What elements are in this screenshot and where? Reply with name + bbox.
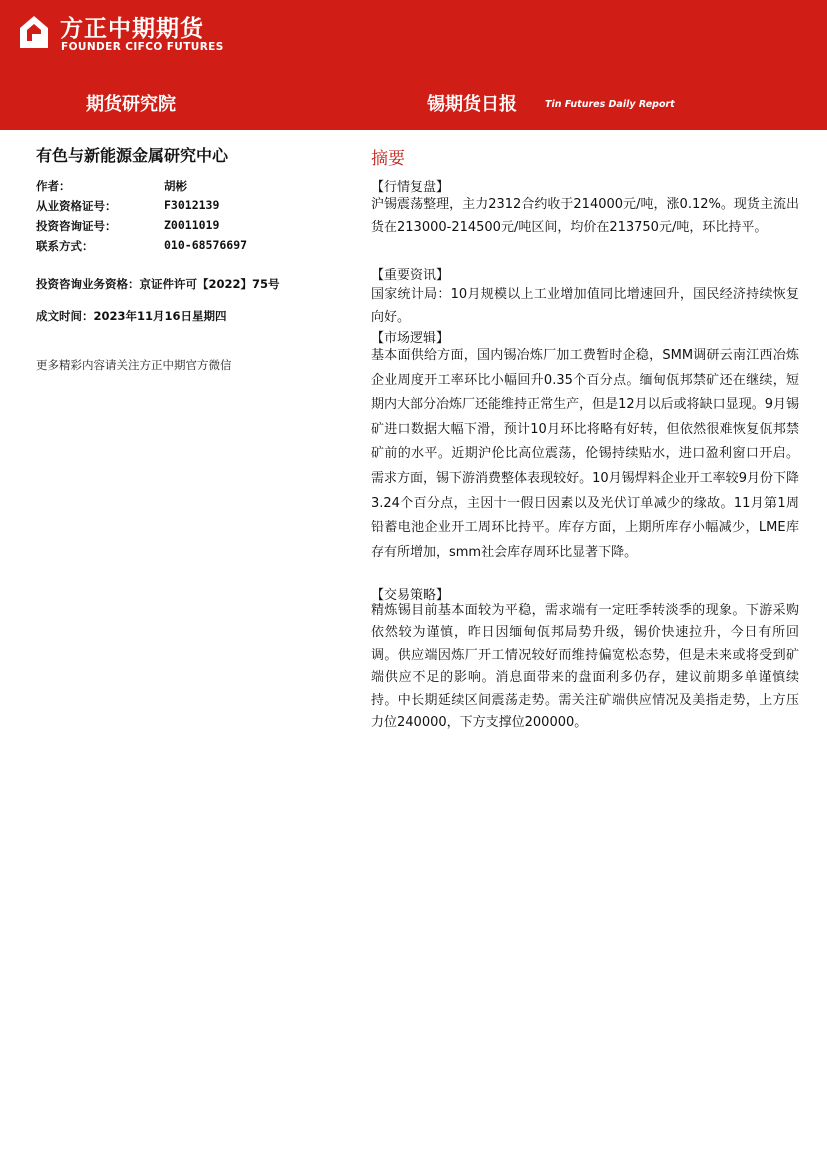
section-heading-market-review: 【行情复盘】 <box>371 180 450 195</box>
license-value: F3012139 <box>164 198 220 212</box>
brand-name-cn: 方正中期期货 <box>60 16 204 42</box>
section-text-news: 国家统计局：10月规模以上工业增加值同比增速回升，国民经济持续恢复向好。 <box>371 287 799 325</box>
section-text-market-review: 沪锡震荡整理，主力2312合约收于214000元/吨，涨0.12%。现货主流出货在213000-214500元/吨区间，均价在213750元/吨，环比持平。 <box>371 197 799 235</box>
author-label: 作者： <box>36 179 71 193</box>
license-label: 从业资格证号： <box>36 199 117 213</box>
section-heading-strategy: 【交易策略】 <box>371 588 450 603</box>
section-heading-news: 【重要资讯】 <box>371 268 450 283</box>
wechat-note: 更多精彩内容请关注方正中期官方微信 <box>36 358 232 372</box>
contact-label: 联系方式： <box>36 239 94 253</box>
report-subtitle: Tin Futures Daily Report <box>545 99 675 110</box>
qualification-line: 投资咨询业务资格：京证件许可【2022】75号 <box>36 277 280 291</box>
section-text-logic: 基本面供给方面，国内锡冶炼厂加工费暂时企稳，SMM调研云南江西冶炼企业周度开工率环比小幅回升0.35个百分点。缅甸佤邦禁矿还在继续，短期内大部分冶炼厂还能维持正常生产，但是12月以后或将缺口显现。9月锡矿进口数据大幅下滑，预计10月环比将略有好转，但依然很难恢复佤邦禁矿前的水平。近期沪伦比高位震荡，伦锡持续贴水，进口盈利窗口开启。需求方面，锡下游消费整体表现较好。10月锡焊料企业开工率较9月份下降3.24个百分点，主因十一假日因素以及光伏订单减少的缘故。11月第1周铅蓄电池企业开工周环比持平。库存方面，上期所库存小幅减少，LME库存有所增加，smm社会库存周环比显著下降。 <box>371 348 799 560</box>
summary-title: 摘要 <box>371 149 405 169</box>
department-title: 期货研究院 <box>86 94 176 115</box>
report-title: 锡期货日报 <box>427 94 517 115</box>
section-text-strategy: 精炼锡目前基本面较为平稳，需求端有一定旺季转淡季的现象。下游采购依然较为谨慎，昨日因缅甸佤邦局势升级，锡价快速拉升，今日有所回调。供应端因炼厂开工情况较好而维持偏宽松态势，但是未来或将受到矿端供应不足的影响。消息面带来的盘面利多仍存，建议前期多单谨慎续持。中长期延续区间震荡走势。需关注矿端供应情况及美指走势，上方压力位240000，下方支撑位200000。 <box>371 603 799 731</box>
contact-value: 010-68576697 <box>164 238 248 252</box>
consult-value: Z0011019 <box>164 218 220 232</box>
brand-name-en: FOUNDER CIFCO FUTURES <box>61 41 224 53</box>
section-heading-logic: 【市场逻辑】 <box>371 331 450 346</box>
founder-logo-icon <box>16 14 52 50</box>
author-value: 胡彬 <box>164 179 187 193</box>
research-center: 有色与新能源金属研究中心 <box>36 146 229 165</box>
publish-date: 成文时间：2023年11月16日星期四 <box>36 309 227 323</box>
report-header <box>0 0 827 130</box>
consult-label: 投资咨询证号： <box>36 219 117 233</box>
